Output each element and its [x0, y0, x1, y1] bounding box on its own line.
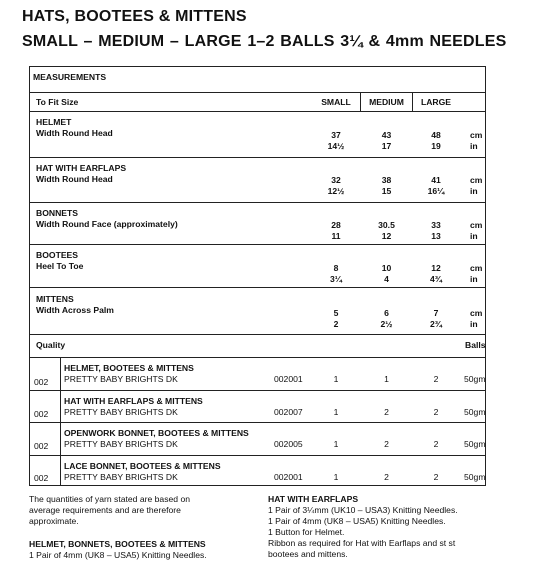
unit-in: in [470, 186, 478, 196]
row-name: HAT WITH EARFLAPS [36, 163, 127, 173]
unit-in: in [470, 231, 478, 241]
quality-yarn: PRETTY BABY BRIGHTS DK [64, 472, 178, 482]
quality-code: 002 [34, 441, 49, 451]
quality-title: HAT WITH EARFLAPS & MITTENS [64, 396, 203, 406]
pattern-title: HATS, BOOTEES & MITTENS [22, 8, 247, 25]
rule [29, 92, 486, 93]
unit-in: in [470, 141, 478, 151]
balls-heading: Balls [465, 340, 486, 350]
value-cm: 41 [431, 175, 441, 185]
earflaps-line: Ribbon as required for Hat with Earflaps and st st [268, 538, 456, 548]
quality-yarn: PRETTY BABY BRIGHTS DK [64, 439, 178, 449]
rule [29, 244, 486, 245]
quality-ref: 002001 [274, 374, 303, 384]
balls-small: 1 [333, 439, 339, 449]
value-cm: 37 [331, 130, 341, 140]
rule [29, 455, 486, 456]
balls-medium: 2 [384, 472, 389, 482]
quality-code: 002 [34, 377, 49, 387]
row-desc: Width Across Palm [36, 305, 114, 315]
value-cm: 30.5 [378, 220, 395, 230]
quality-ref: 002001 [274, 472, 303, 482]
row-desc: Width Round Face (approximately) [36, 219, 178, 229]
earflaps-heading: HAT WITH EARFLAPS [268, 494, 359, 504]
value-cm: 48 [431, 130, 441, 140]
fit-size-label: To Fit Size [36, 97, 79, 107]
balls-large: 2 [433, 472, 439, 482]
needles-line: 1 Pair of 4mm (UK8 – USA5) Knitting Needles. [29, 550, 207, 560]
pattern-subtitle: SMALL – MEDIUM – LARGE 1–2 BALLS 3¼ & 4mm NEEDLES [22, 33, 507, 50]
value-in: 14½ [327, 141, 345, 151]
value-in: 3¼ [330, 274, 342, 284]
size-large: LARGE [420, 97, 452, 107]
value-cm: 8 [333, 263, 339, 273]
value-cm: 38 [381, 175, 392, 185]
unit-cm: cm [470, 308, 483, 318]
balls-small: 1 [333, 407, 339, 417]
ball-weight: 50gm [464, 407, 486, 417]
row-name: BONNETS [36, 208, 79, 218]
earflaps-line: 1 Pair of 4mm (UK8 – USA5) Knitting Needles. [268, 516, 446, 526]
rule [29, 287, 486, 288]
value-in: 12 [381, 231, 392, 241]
quality-heading: Quality [36, 340, 66, 350]
value-in: 13 [431, 231, 441, 241]
balls-medium: 1 [384, 374, 389, 384]
value-in: 4¾ [430, 274, 442, 284]
rule [29, 334, 486, 335]
ball-weight: 50gm [464, 439, 486, 449]
unit-in: in [470, 274, 478, 284]
row-desc: Heel To Toe [36, 261, 84, 271]
earflaps-line: 1 Button for Helmet. [268, 527, 345, 537]
needles-heading: HELMET, BONNETS, BOOTEES & MITTENS [29, 539, 206, 549]
rule [29, 157, 486, 158]
quality-title: OPENWORK BONNET, BOOTEES & MITTENS [64, 428, 249, 438]
earflaps-line: 1 Pair of 3¼mm (UK10 – USA3) Knitting Needles. [268, 505, 458, 515]
row-name: MITTENS [36, 294, 74, 304]
quality-ref: 002005 [274, 439, 303, 449]
note-line: approximate. [29, 516, 79, 526]
value-cm: 7 [433, 308, 439, 318]
unit-cm: cm [470, 175, 483, 185]
rule [29, 390, 486, 391]
row-name: BOOTEES [36, 250, 79, 260]
balls-large: 2 [433, 374, 439, 384]
value-cm: 5 [333, 308, 339, 318]
quality-title: HELMET, BOOTEES & MITTENS [64, 363, 194, 373]
value-in: 19 [431, 141, 441, 151]
value-in: 11 [331, 231, 341, 241]
value-cm: 28 [331, 220, 341, 230]
quality-ref: 002007 [274, 407, 303, 417]
unit-cm: cm [470, 220, 483, 230]
quality-code: 002 [34, 473, 49, 483]
value-cm: 32 [331, 175, 341, 185]
balls-medium: 2 [384, 439, 389, 449]
rule [29, 357, 486, 358]
balls-large: 2 [433, 407, 439, 417]
note-line: The quantities of yarn stated are based on [29, 494, 190, 504]
rule [60, 357, 61, 486]
value-in: 2½ [380, 319, 393, 329]
balls-medium: 2 [384, 407, 389, 417]
rule [29, 111, 486, 112]
quality-title: LACE BONNET, BOOTEES & MITTENS [64, 461, 221, 471]
value-in: 16¼ [427, 186, 445, 196]
balls-small: 1 [333, 472, 339, 482]
balls-large: 2 [433, 439, 439, 449]
value-in: 17 [381, 141, 392, 151]
value-in: 4 [384, 274, 389, 284]
balls-small: 1 [333, 374, 339, 384]
size-small: SMALL [321, 97, 351, 107]
value-in: 15 [381, 186, 392, 196]
value-cm: 10 [381, 263, 392, 273]
note-line: average requirements and are therefore [29, 505, 181, 515]
value-cm: 6 [384, 308, 389, 318]
row-name: HELMET [36, 117, 72, 127]
unit-in: in [470, 319, 478, 329]
measurements-heading: MEASUREMENTS [33, 72, 107, 82]
unit-cm: cm [470, 130, 483, 140]
quality-yarn: PRETTY BABY BRIGHTS DK [64, 407, 178, 417]
quality-yarn: PRETTY BABY BRIGHTS DK [64, 374, 178, 384]
value-in: 2¾ [430, 319, 442, 329]
value-in: 2 [333, 319, 339, 329]
rule [29, 202, 486, 203]
rule [29, 422, 486, 423]
earflaps-line: bootees and mittens. [268, 549, 348, 559]
unit-cm: cm [470, 263, 483, 273]
row-desc: Width Round Head [36, 128, 113, 138]
value-in: 12½ [327, 186, 345, 196]
ball-weight: 50gm [464, 374, 486, 384]
value-cm: 33 [431, 220, 441, 230]
row-desc: Width Round Head [36, 174, 113, 184]
size-medium: MEDIUM [369, 97, 404, 107]
value-cm: 43 [381, 130, 392, 140]
value-cm: 12 [431, 263, 441, 273]
ball-weight: 50gm [464, 472, 486, 482]
quality-code: 002 [34, 409, 49, 419]
